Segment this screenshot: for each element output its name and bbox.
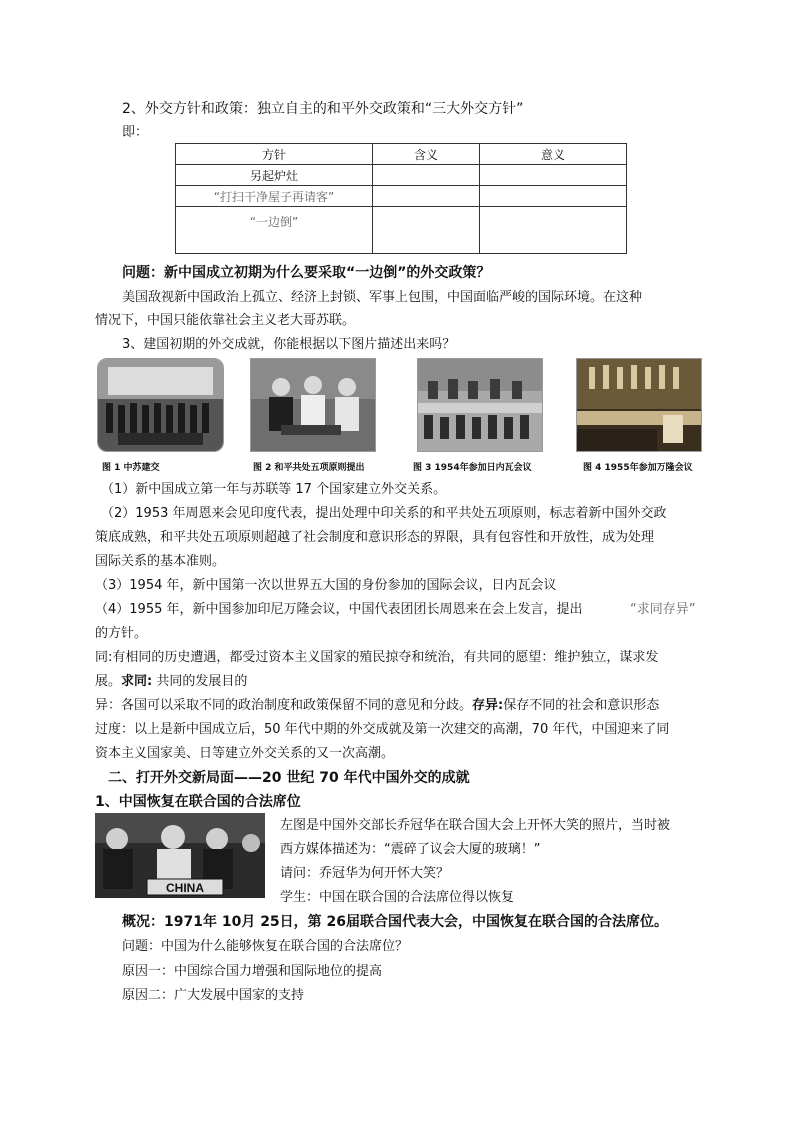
table-cell: 另起炉灶 (176, 165, 373, 186)
photo-qiao-guanhua-laughing (95, 813, 265, 898)
qiutong-label: 求同: (121, 674, 153, 689)
transition-text: 过度：以上是新中国成立后，50 年代中期的外交成就及第一次建交的高潮，70 年代，中国迎来了同 (95, 722, 670, 737)
caption-fig3: 图 3 1954年参加日内瓦会议 (413, 463, 532, 473)
table-cell: “打扫干净屋子再请客” (176, 186, 373, 207)
section-heading-achievements: 3、建国初期的外交成就，你能根据以下图片描述出来吗？ (122, 337, 456, 352)
reason-one: 原因一：中国综合国力增强和国际地位的提高 (122, 964, 383, 979)
qiutong-cunyi-quote: “求同存异” (630, 602, 696, 617)
reason-two: 原因二：广大发展中国家的支持 (122, 988, 305, 1003)
answer-paragraph-line: 情况下，中国只能依靠社会主义老大哥苏联。 (95, 313, 356, 328)
caption-fig2: 图 2 和平共处五项原则提出 (253, 463, 365, 473)
table-cell (480, 165, 627, 186)
tong-zhan: 展。 (95, 674, 122, 689)
cunyi-label: 存异: (472, 698, 504, 713)
photo-geneva-conference (417, 358, 543, 452)
achievement-item: （3）1954 年，新中国第一次以世界五大国的身份参加的国际会议，日内瓦会议 (95, 578, 557, 593)
caption-fig1: 图 1 中苏建交 (102, 463, 160, 473)
achievement-item: （4）1955 年，新中国参加印尼万隆会议，中国代表团团长周恩来在会上发言，提出 (95, 602, 583, 617)
un-seat-heading: 1、中国恢复在联合国的合法席位 (95, 794, 301, 810)
caption-fig4: 图 4 1955年参加万隆会议 (583, 463, 693, 473)
answer-paragraph-line: 美国敌视新中国政治上孤立、经济上封锁、军事上包围，中国面临严峻的国际环境。在这种 (122, 290, 643, 305)
overview-un-1971: 概况：1971年 10月 25日，第 26届联合国代表大会，中国恢复在联合国的合法席位。 (122, 914, 669, 930)
student-answer: 学生：中国在联合国的合法席位得以恢复 (280, 890, 515, 905)
table-cell: “一边倒” (176, 207, 373, 254)
photo-bandung-conference (576, 358, 702, 452)
table-cell (480, 207, 627, 254)
table-cell (373, 165, 480, 186)
china-nameplate: CHINA (166, 881, 204, 895)
policy-table (175, 143, 627, 254)
question-yibiandao: 问题：新中国成立初期为什么要采取“一边倒”的外交政策？ (122, 265, 491, 281)
table-cell (480, 186, 627, 207)
table-header-yiyi: 意义 (480, 144, 627, 165)
table-row (176, 207, 627, 254)
question-un-seat: 问题：中国为什么能够恢复在联合国的合法席位？ (122, 939, 409, 954)
table-row (176, 186, 627, 207)
yi-text: 异：各国可以采取不同的政治制度和政策保留不同的意见和分歧。 (95, 698, 473, 713)
table-cell (373, 207, 480, 254)
tong-explanation: 同:有相同的历史遭遇，都受过资本主义国家的殖民掠夺和统治，有共同的愿望：维护独立，谋求发 (95, 650, 659, 665)
achievement-item-cont: 国际关系的基本准则。 (95, 554, 226, 569)
section-heading-policy: 2、外交方针和政策：独立自主的和平外交政策和“三大外交方针” (122, 101, 524, 117)
cunyi-text: 保存不同的社会和意识形态 (503, 698, 660, 713)
table-row (176, 165, 627, 186)
photo-sino-soviet (97, 358, 224, 452)
tong-explanation-cont (95, 674, 247, 690)
qiutong-text: 共同的发展目的 (152, 674, 248, 689)
yi-explanation (95, 698, 659, 714)
photo-description: 西方媒体描述为：“震碎了议会大厦的玻璃！” (280, 842, 541, 857)
table-header-fangzhen: 方针 (176, 144, 373, 165)
photo-five-principles (250, 358, 376, 452)
ji-label: 即： (122, 125, 149, 140)
part2-heading: 二、打开外交新局面——20 世纪 70 年代中国外交的成就 (108, 770, 470, 786)
photo-question: 请问：乔冠华为何开怀大笑？ (280, 866, 450, 881)
achievement-item: （2）1953 年周恩来会见印度代表，提出处理中印关系的和平共处五项原则，标志着新中国外交政 (101, 506, 667, 521)
achievement-item-cont: 策底成熟，和平共处五项原则超越了社会制度和意识形态的界限，具有包容性和开放性，成为处理 (95, 530, 655, 545)
table-header-hanyi: 含义 (373, 144, 480, 165)
photo-description: 左图是中国外交部长乔冠华在联合国大会上开怀大笑的照片，当时被 (280, 818, 671, 833)
transition-text-cont: 资本主义国家美、日等建立外交关系的又一次高潮。 (95, 746, 395, 761)
table-header-row (176, 144, 627, 165)
achievement-item: （1）新中国成立第一年与苏联等 17 个国家建立外交关系。 (101, 482, 447, 497)
table-cell (373, 186, 480, 207)
achievement-item-cont: 的方针。 (95, 626, 148, 641)
